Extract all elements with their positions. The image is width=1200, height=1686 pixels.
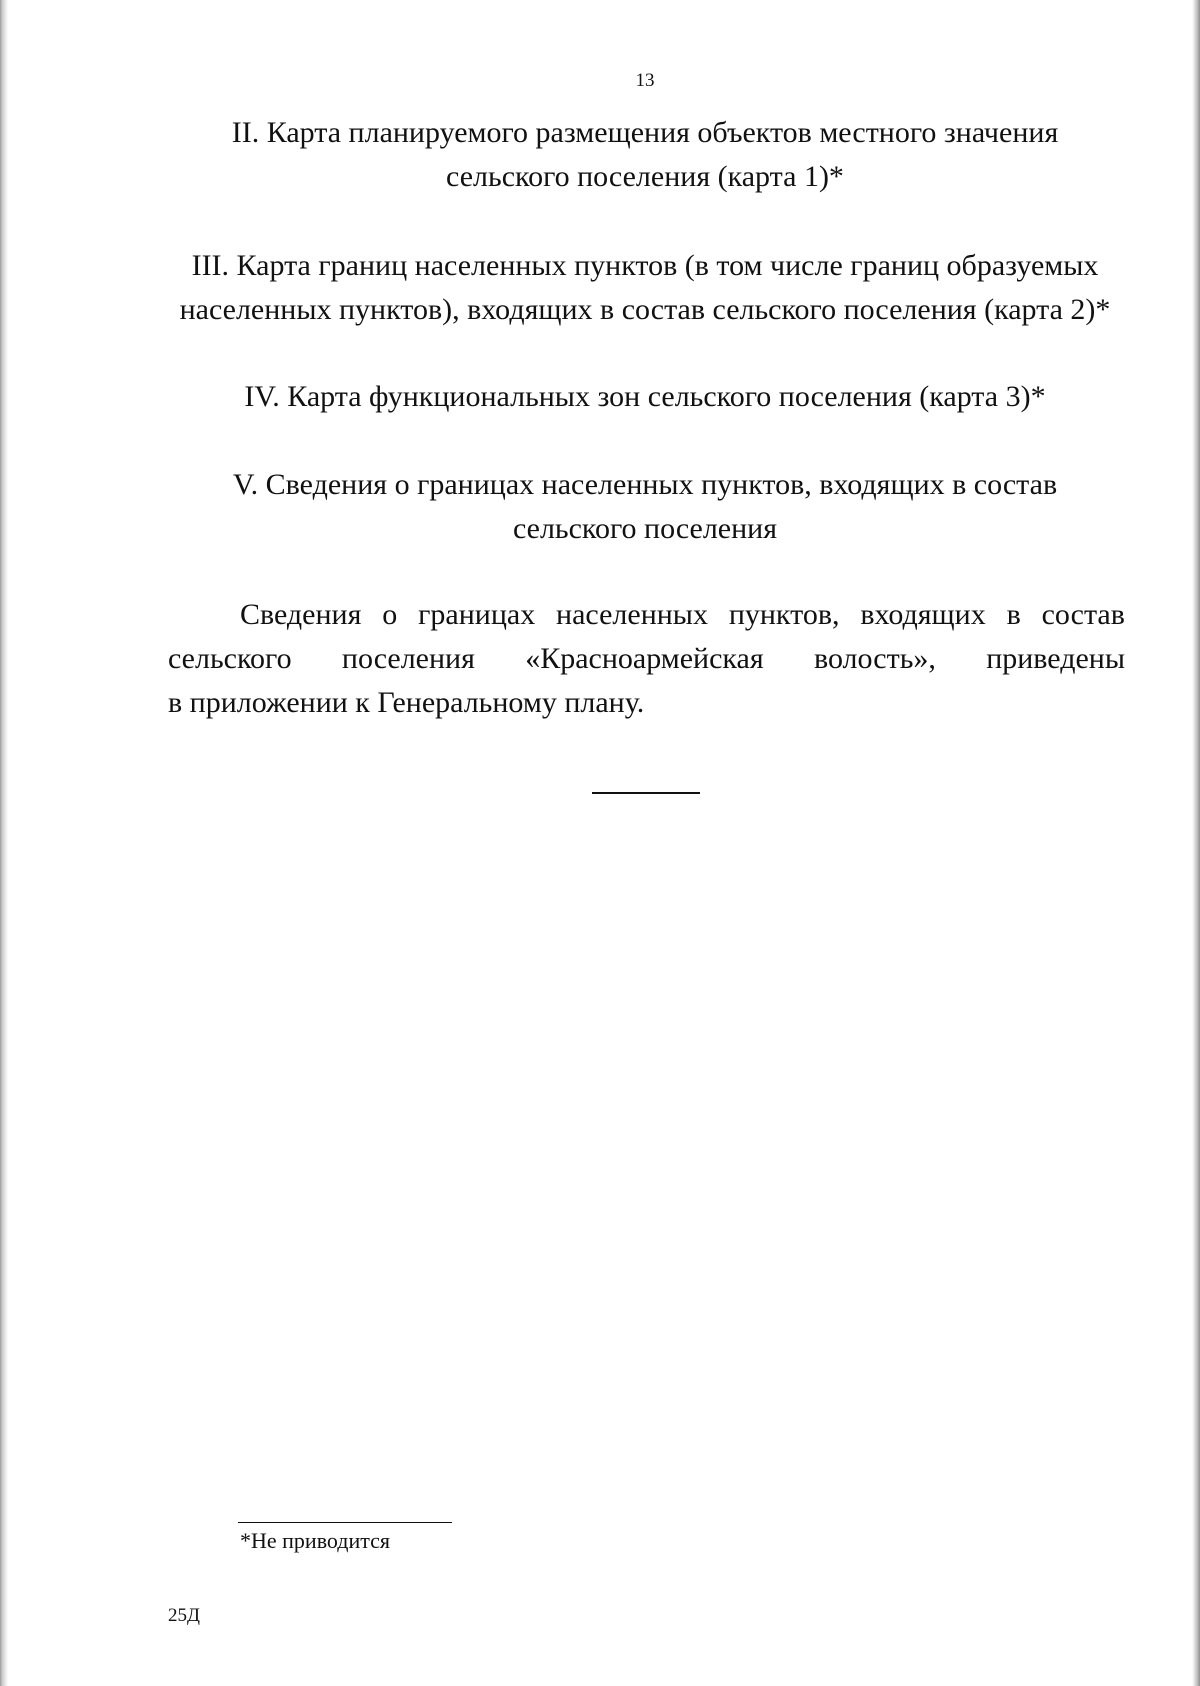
paragraph-line-3: в приложении к Генеральному плану. [168, 686, 645, 719]
footnote-separator [238, 1522, 452, 1523]
paragraph-word: пунктов, [728, 598, 840, 631]
section-heading-2 [150, 111, 1140, 199]
section-heading-5-line-2: сельского поселения [512, 512, 778, 545]
paragraph-word: входящих [860, 598, 986, 631]
footnote: *Не приводится [240, 1528, 391, 1553]
section-heading-5-line-1: V. Сведения о границах населенных пунктов, входящих в состав [232, 468, 1058, 501]
end-of-text-rule [592, 792, 700, 794]
section-heading-5 [150, 463, 1140, 551]
section-heading-3-line-1: III. Карта границ населенных пунктов (в том числе границ образуемых [191, 249, 1099, 282]
section-heading-4-line-1: IV. Карта функциональных зон сельского поселения (карта 3)* [244, 380, 1046, 413]
section-heading-4 [150, 375, 1140, 419]
scan-edge-left [0, 0, 8, 1686]
paragraph-word: поселения [341, 642, 475, 675]
page-number: 13 [635, 70, 655, 91]
paragraph-word: «Красноармейская [525, 642, 764, 675]
paragraph-line-2 [168, 637, 1125, 681]
paragraph-word: приведены [986, 642, 1125, 675]
paragraph-word: о [382, 598, 398, 631]
paragraph-word: границах [418, 598, 536, 631]
section-heading-3 [150, 244, 1140, 332]
paragraph-word: состав [1041, 598, 1125, 631]
section-heading-2-line-1: II. Карта планируемого размещения объектов местного значения [231, 116, 1059, 149]
paragraph-word: волость», [813, 642, 936, 675]
scan-edge-right [1192, 0, 1200, 1686]
paragraph-word: Сведения [240, 598, 362, 631]
section-heading-2-line-2: сельского поселения (карта 1)* [446, 160, 844, 193]
section-heading-3-line-2: населенных пунктов), входящих в состав сельского поселения (карта 2)* [179, 293, 1111, 326]
body-paragraph [168, 593, 1125, 725]
paragraph-word: населенных [556, 598, 708, 631]
paragraph-word: сельского [168, 642, 292, 675]
paragraph-word: в [1006, 598, 1021, 631]
document-code: 25Д [168, 1605, 200, 1626]
paragraph-line-1 [168, 593, 1125, 637]
